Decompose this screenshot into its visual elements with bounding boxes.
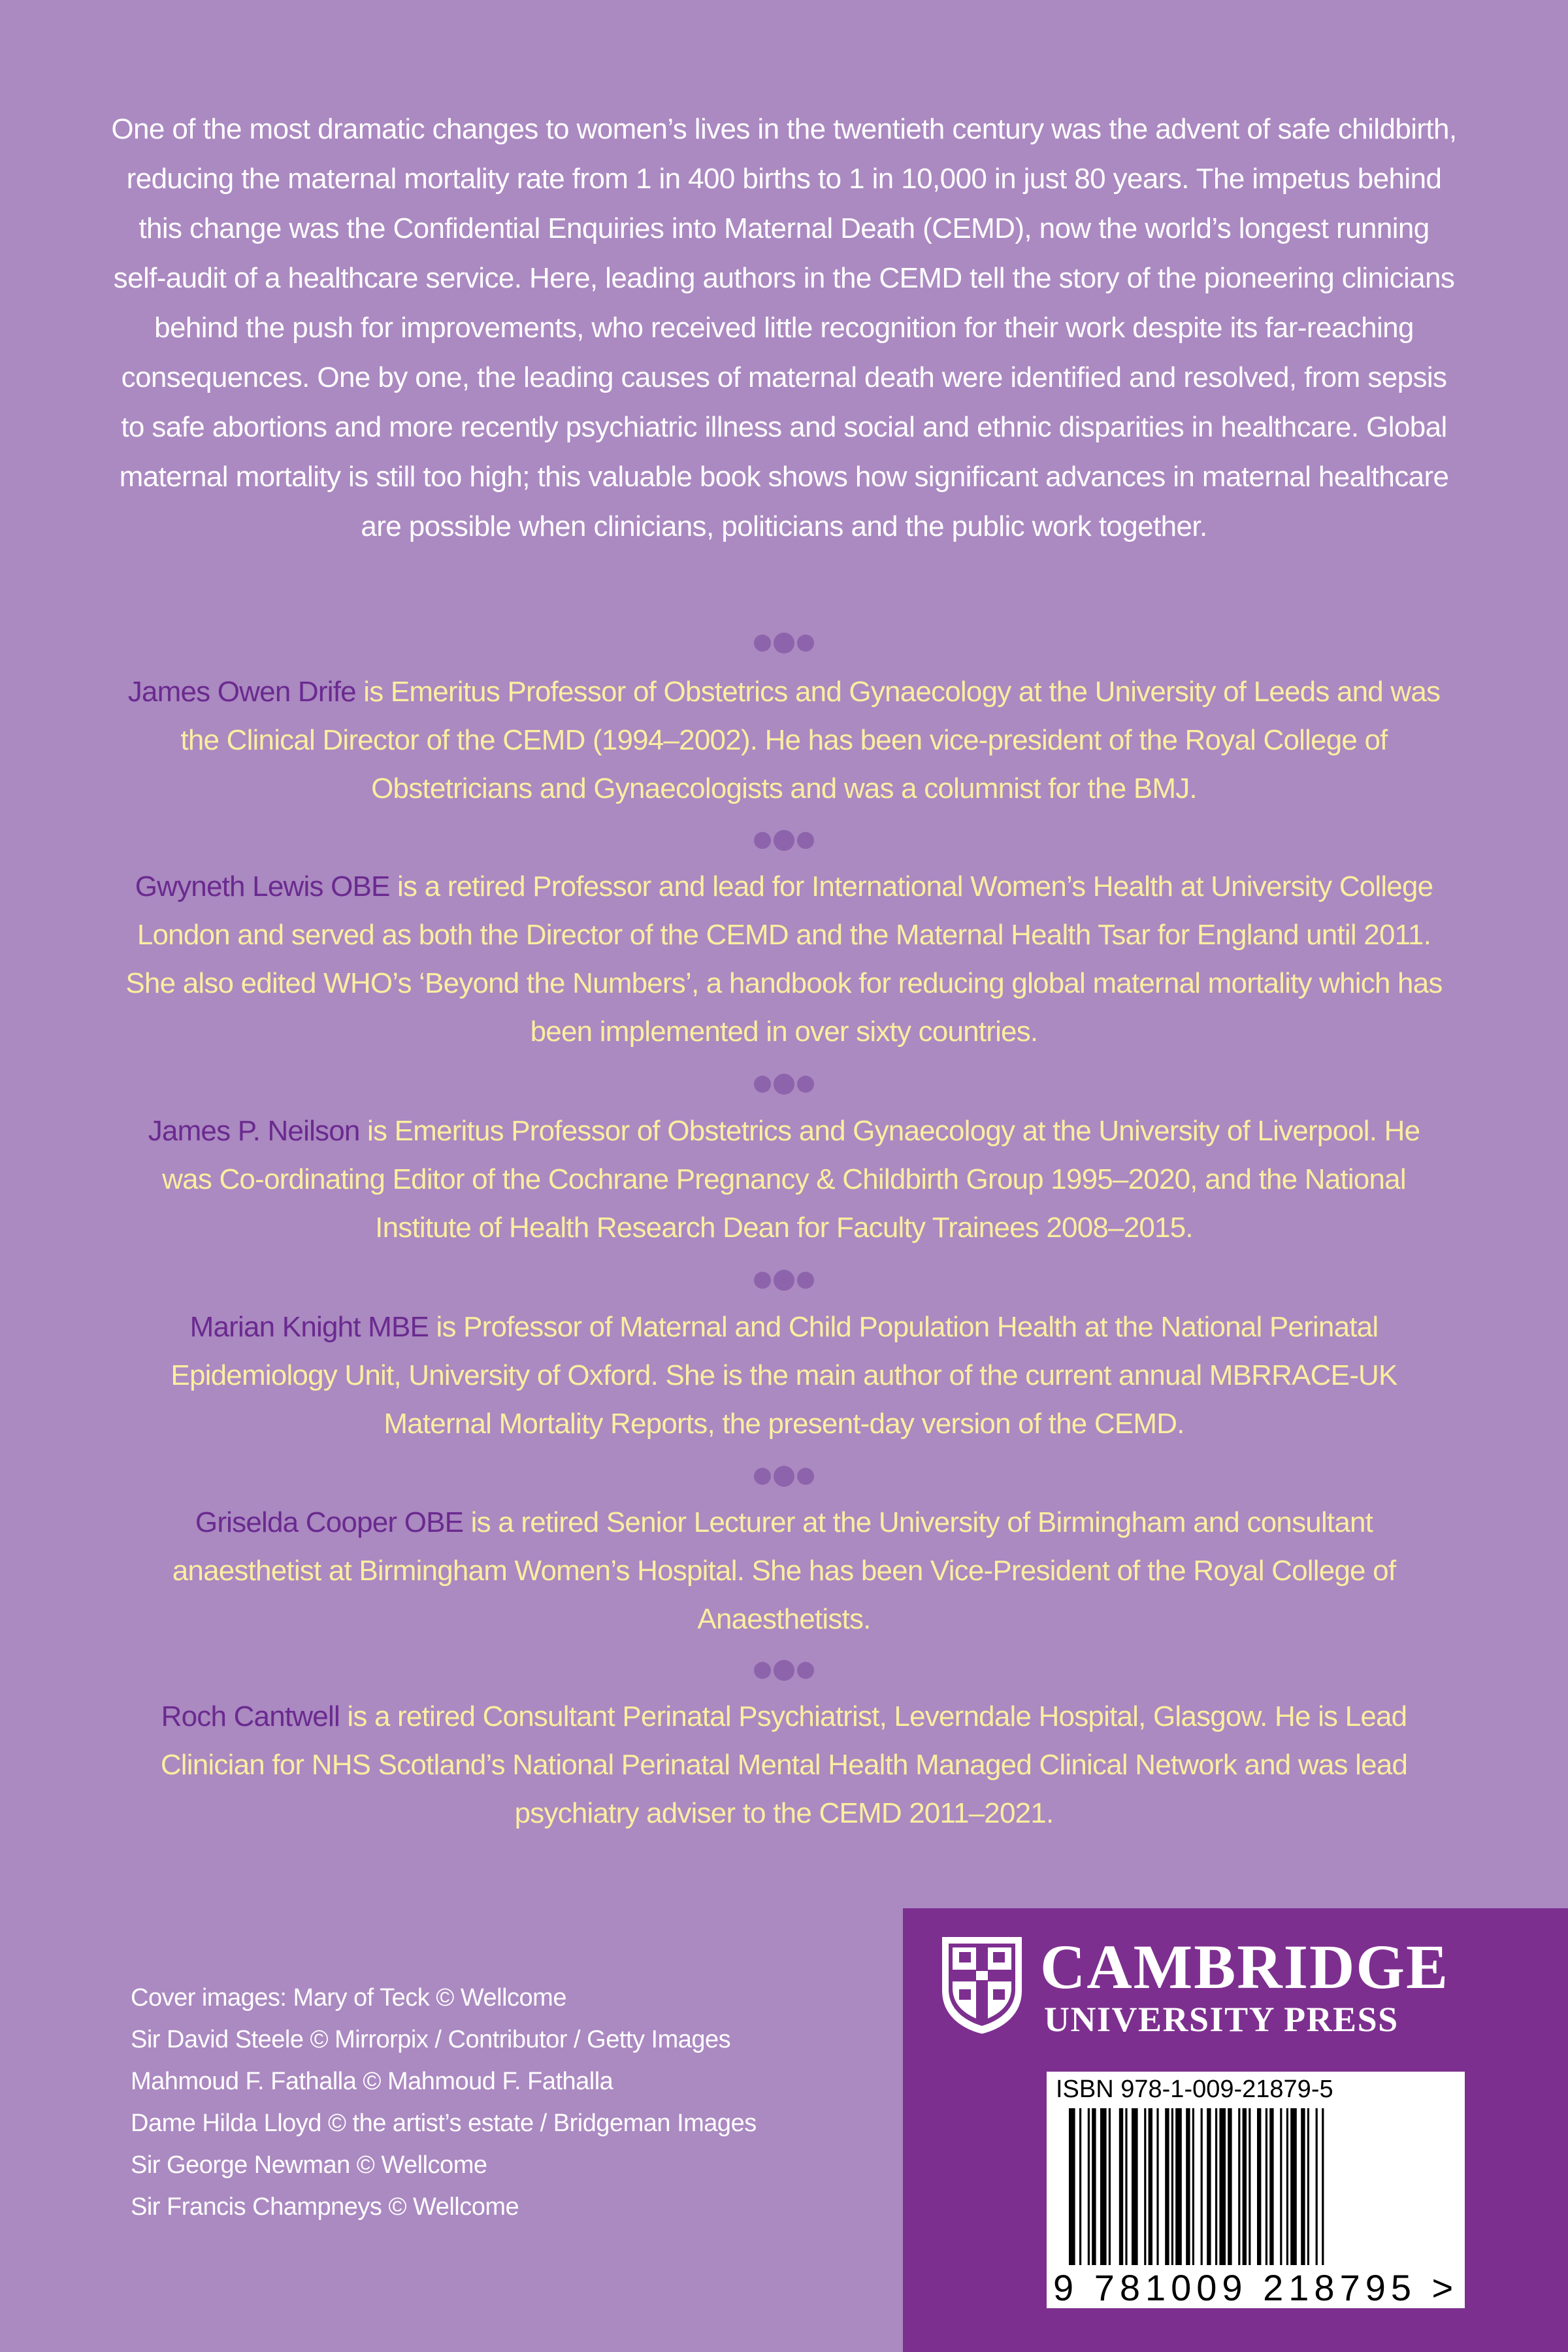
author-name: Gwyneth Lewis OBE — [135, 870, 390, 903]
cambridge-shield-icon — [939, 1934, 1024, 2035]
author-bio-cantwell — [124, 1693, 1444, 1838]
credit-line: Cover images: Mary of Teck © Wellcome — [131, 1984, 566, 2012]
author-bio-drife — [124, 668, 1444, 813]
separator-dots — [754, 633, 814, 654]
publisher-subtitle: UNIVERSITY PRESS — [1044, 2000, 1399, 2039]
isbn-barcode — [1047, 2072, 1465, 2308]
separator-dots — [754, 1270, 814, 1291]
author-name: Roch Cantwell — [161, 1700, 340, 1732]
author-bio-text: is a retired Senior Lecturer at the University of Birmingham and consultant anaesthetist at Birmingham Women’s Hospital. She has been Vice-President of the Royal College of Anaesthetists. — [172, 1506, 1396, 1635]
author-bio-knight — [124, 1303, 1444, 1448]
separator-dots — [754, 1074, 814, 1095]
author-bio-neilson — [124, 1107, 1444, 1252]
publisher-panel — [903, 1908, 1568, 2352]
author-bio-text: is Professor of Maternal and Child Population Health at the National Perinatal Epidemiology Unit, University of Oxford. She is the main author of the current annual MBRRACE-UK Maternal Mortality Reports, the present-day version of the CEMD. — [171, 1311, 1397, 1440]
credit-line: Dame Hilda Lloyd © the artist’s estate / Bridgeman Images — [131, 2110, 757, 2137]
separator-dots — [754, 1466, 814, 1487]
author-name: James Owen Drife — [127, 676, 356, 708]
barcode-bars — [1056, 2108, 1456, 2265]
publisher-name: CAMBRIDGE — [1040, 1932, 1450, 2002]
author-name: Griselda Cooper OBE — [195, 1506, 464, 1538]
author-bio-text: is a retired Consultant Perinatal Psychiatrist, Leverndale Hospital, Glasgow. He is Lead Clinician for NHS Scotland’s National Perinatal Mental Health Managed Clinical Network and was lead psychiatry adviser to the CEMD 2011–2021. — [160, 1700, 1408, 1829]
author-name: James P. Neilson — [148, 1115, 360, 1147]
author-bio-lewis — [124, 863, 1444, 1056]
separator-dots — [754, 830, 814, 851]
cover-image-credits — [131, 1977, 882, 2228]
separator-dots — [754, 1660, 814, 1681]
credit-line: Sir George Newman © Wellcome — [131, 2151, 487, 2179]
ean-digits: 9 781009 218795 > — [1053, 2267, 1459, 2308]
credit-line: Sir Francis Champneys © Wellcome — [131, 2193, 519, 2221]
author-bio-cooper — [124, 1499, 1444, 1644]
author-bio-text: is a retired Professor and lead for International Women’s Health at University College London and served as both the Director of the CEMD and the Maternal Health Tsar for England until 2011. She also edited WHO’s ‘Beyond the Numbers’, a handbook for reducing global maternal mortality which has been implemented in over sixty countries. — [125, 870, 1443, 1048]
credit-line: Sir David Steele © Mirrorpix / Contributor / Getty Images — [131, 2026, 731, 2053]
book-blurb: One of the most dramatic changes to women’s lives in the twentieth century was the advent of safe childbirth, reducing the maternal mortality rate from 1 in 400 births to 1 in 10,000 in just 80 years. The impetus behind this change was the Confidential Enquiries into Maternal Death (CEMD), now the world’s longest running self-audit of a healthcare service. Here, leading authors in the CEMD tell the story of the pioneering clinicians behind the push for improvements, who received little recognition for their work despite its far-reaching consequences. One by one, the leading causes of maternal death were identified and resolved, from sepsis to safe abortions and more recently psychiatric illness and social and ethnic disparities in healthcare. Global maternal mortality is still too high; this valuable book shows how significant advances in maternal healthcare are possible when clinicians, politicians and the public work together. — [111, 113, 1457, 542]
author-name: Marian Knight MBE — [189, 1311, 429, 1343]
author-bio-text: is Emeritus Professor of Obstetrics and Gynaecology at the University of Leeds and was the Clinical Director of the CEMD (1994–2002). He has been vice-president of the Royal College of Obstetricians and Gynaecologists and was a columnist for the BMJ. — [180, 676, 1441, 804]
isbn-label: ISBN 978-1-009-21879-5 — [1056, 2076, 1333, 2103]
author-bio-text: is Emeritus Professor of Obstetrics and Gynaecology at the University of Liverpool. He was Co-ordinating Editor of the Cochrane Pregnancy & Childbirth Group 1995–2020, and the National Institute of Health Research Dean for Faculty Trainees 2008–2015. — [162, 1115, 1420, 1244]
credit-line: Mahmoud F. Fathalla © Mahmoud F. Fathalla — [131, 2068, 613, 2095]
